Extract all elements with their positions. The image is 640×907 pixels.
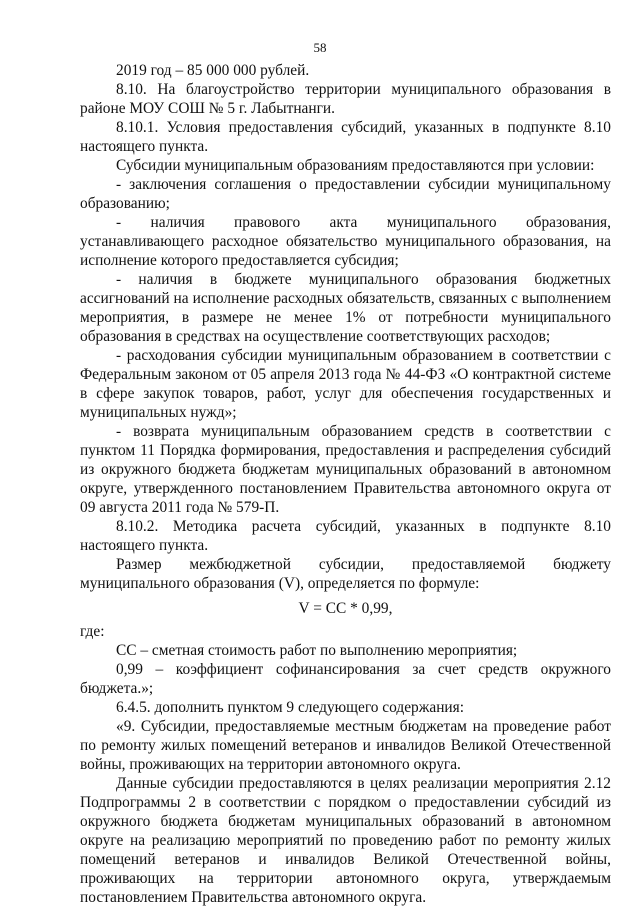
paragraph-subsidy-size: Размер межбюджетной субсидии, предоставляемой бюджету муниципального образования (V), определяется по формуле:	[80, 556, 611, 592]
paragraph-8-10: 8.10. На благоустройство территории муниципального образования в районе МОУ СОШ № 5 г. Лабытнанги.	[80, 81, 611, 117]
formula: V = CC * 0,99,	[298, 600, 393, 617]
definition-cc: СС – сметная стоимость работ по выполнению мероприятия;	[116, 642, 518, 659]
paragraph-conditions-intro: Субсидии муниципальным образованиям предоставляются при условии:	[116, 157, 595, 174]
page-number: 58	[313, 40, 327, 55]
condition-spending-44fz: - расходования субсидии муниципальным образованием в соответствии с Федеральным законом от 05 апреля 2013 года № 44-ФЗ «О контрактной системе в сфере закупок товаров, работ, услуг для обеспечения государственных и муниципальных нужд»;	[80, 347, 611, 421]
paragraph-8-10-2: 8.10.2. Методика расчета субсидий, указанных в подпункте 8.10 настоящего пункта.	[80, 518, 611, 554]
paragraph-subsidy-purpose: Данные субсидии предоставляются в целях реализации мероприятия 2.12 Подпрограммы 2 в соответствии с порядком о предоставлении субсидий из окружного бюджета бюджетам муниципальных образований в автономном округе на реализацию мероприятий по проведению работ по ремонту жилых помещений ветеранов и инвалидов Великой Отечественной войны, проживающих на территории автономного округа, утверждаемым постановлением Правительства автономного округа.	[80, 775, 611, 906]
paragraph-year-amount: 2019 год – 85 000 000 рублей.	[116, 62, 310, 79]
condition-legal-act: - наличия правового акта муниципального образования, устанавливающего расходное обязательство муниципального образования, на исполнение которого предоставляется субсидия;	[80, 214, 611, 269]
paragraph-item-9: «9. Субсидии, предоставляемые местным бюджетам на проведение работ по ремонту жилых помещений ветеранов и инвалидов Великой Отечественной войны, проживающих на территории автономного округа.	[80, 718, 611, 773]
document-body	[80, 61, 611, 907]
condition-agreement: - заключения соглашения о предоставлении субсидии муниципальному образованию;	[80, 176, 611, 212]
condition-budget-allocations: - наличия в бюджете муниципального образования бюджетных ассигнований на исполнение расходных обязательств, связанных с выполнением мероприятия, в размере не менее 1% от потребности муниципального образования в средствах на осуществление соответствующих расходов;	[80, 271, 611, 345]
condition-refund: - возврата муниципальным образованием средств в соответствии с пунктом 11 Порядка формирования, предоставления и распределения субсидий из окружного бюджета бюджетам муниципальных образований в автономном округе, утвержденного постановлением Правительства автономного округа от 09 августа 2011 года № 579-П.	[80, 423, 611, 516]
definition-coefficient: 0,99 – коэффициент софинансирования за счет средств окружного бюджета.»;	[80, 661, 611, 697]
paragraph-8-10-1: 8.10.1. Условия предоставления субсидий, указанных в подпункте 8.10 настоящего пункта.	[80, 119, 611, 155]
paragraph-6-4-5: 6.4.5. дополнить пунктом 9 следующего содержания:	[116, 699, 465, 716]
where-label: где:	[80, 623, 105, 640]
